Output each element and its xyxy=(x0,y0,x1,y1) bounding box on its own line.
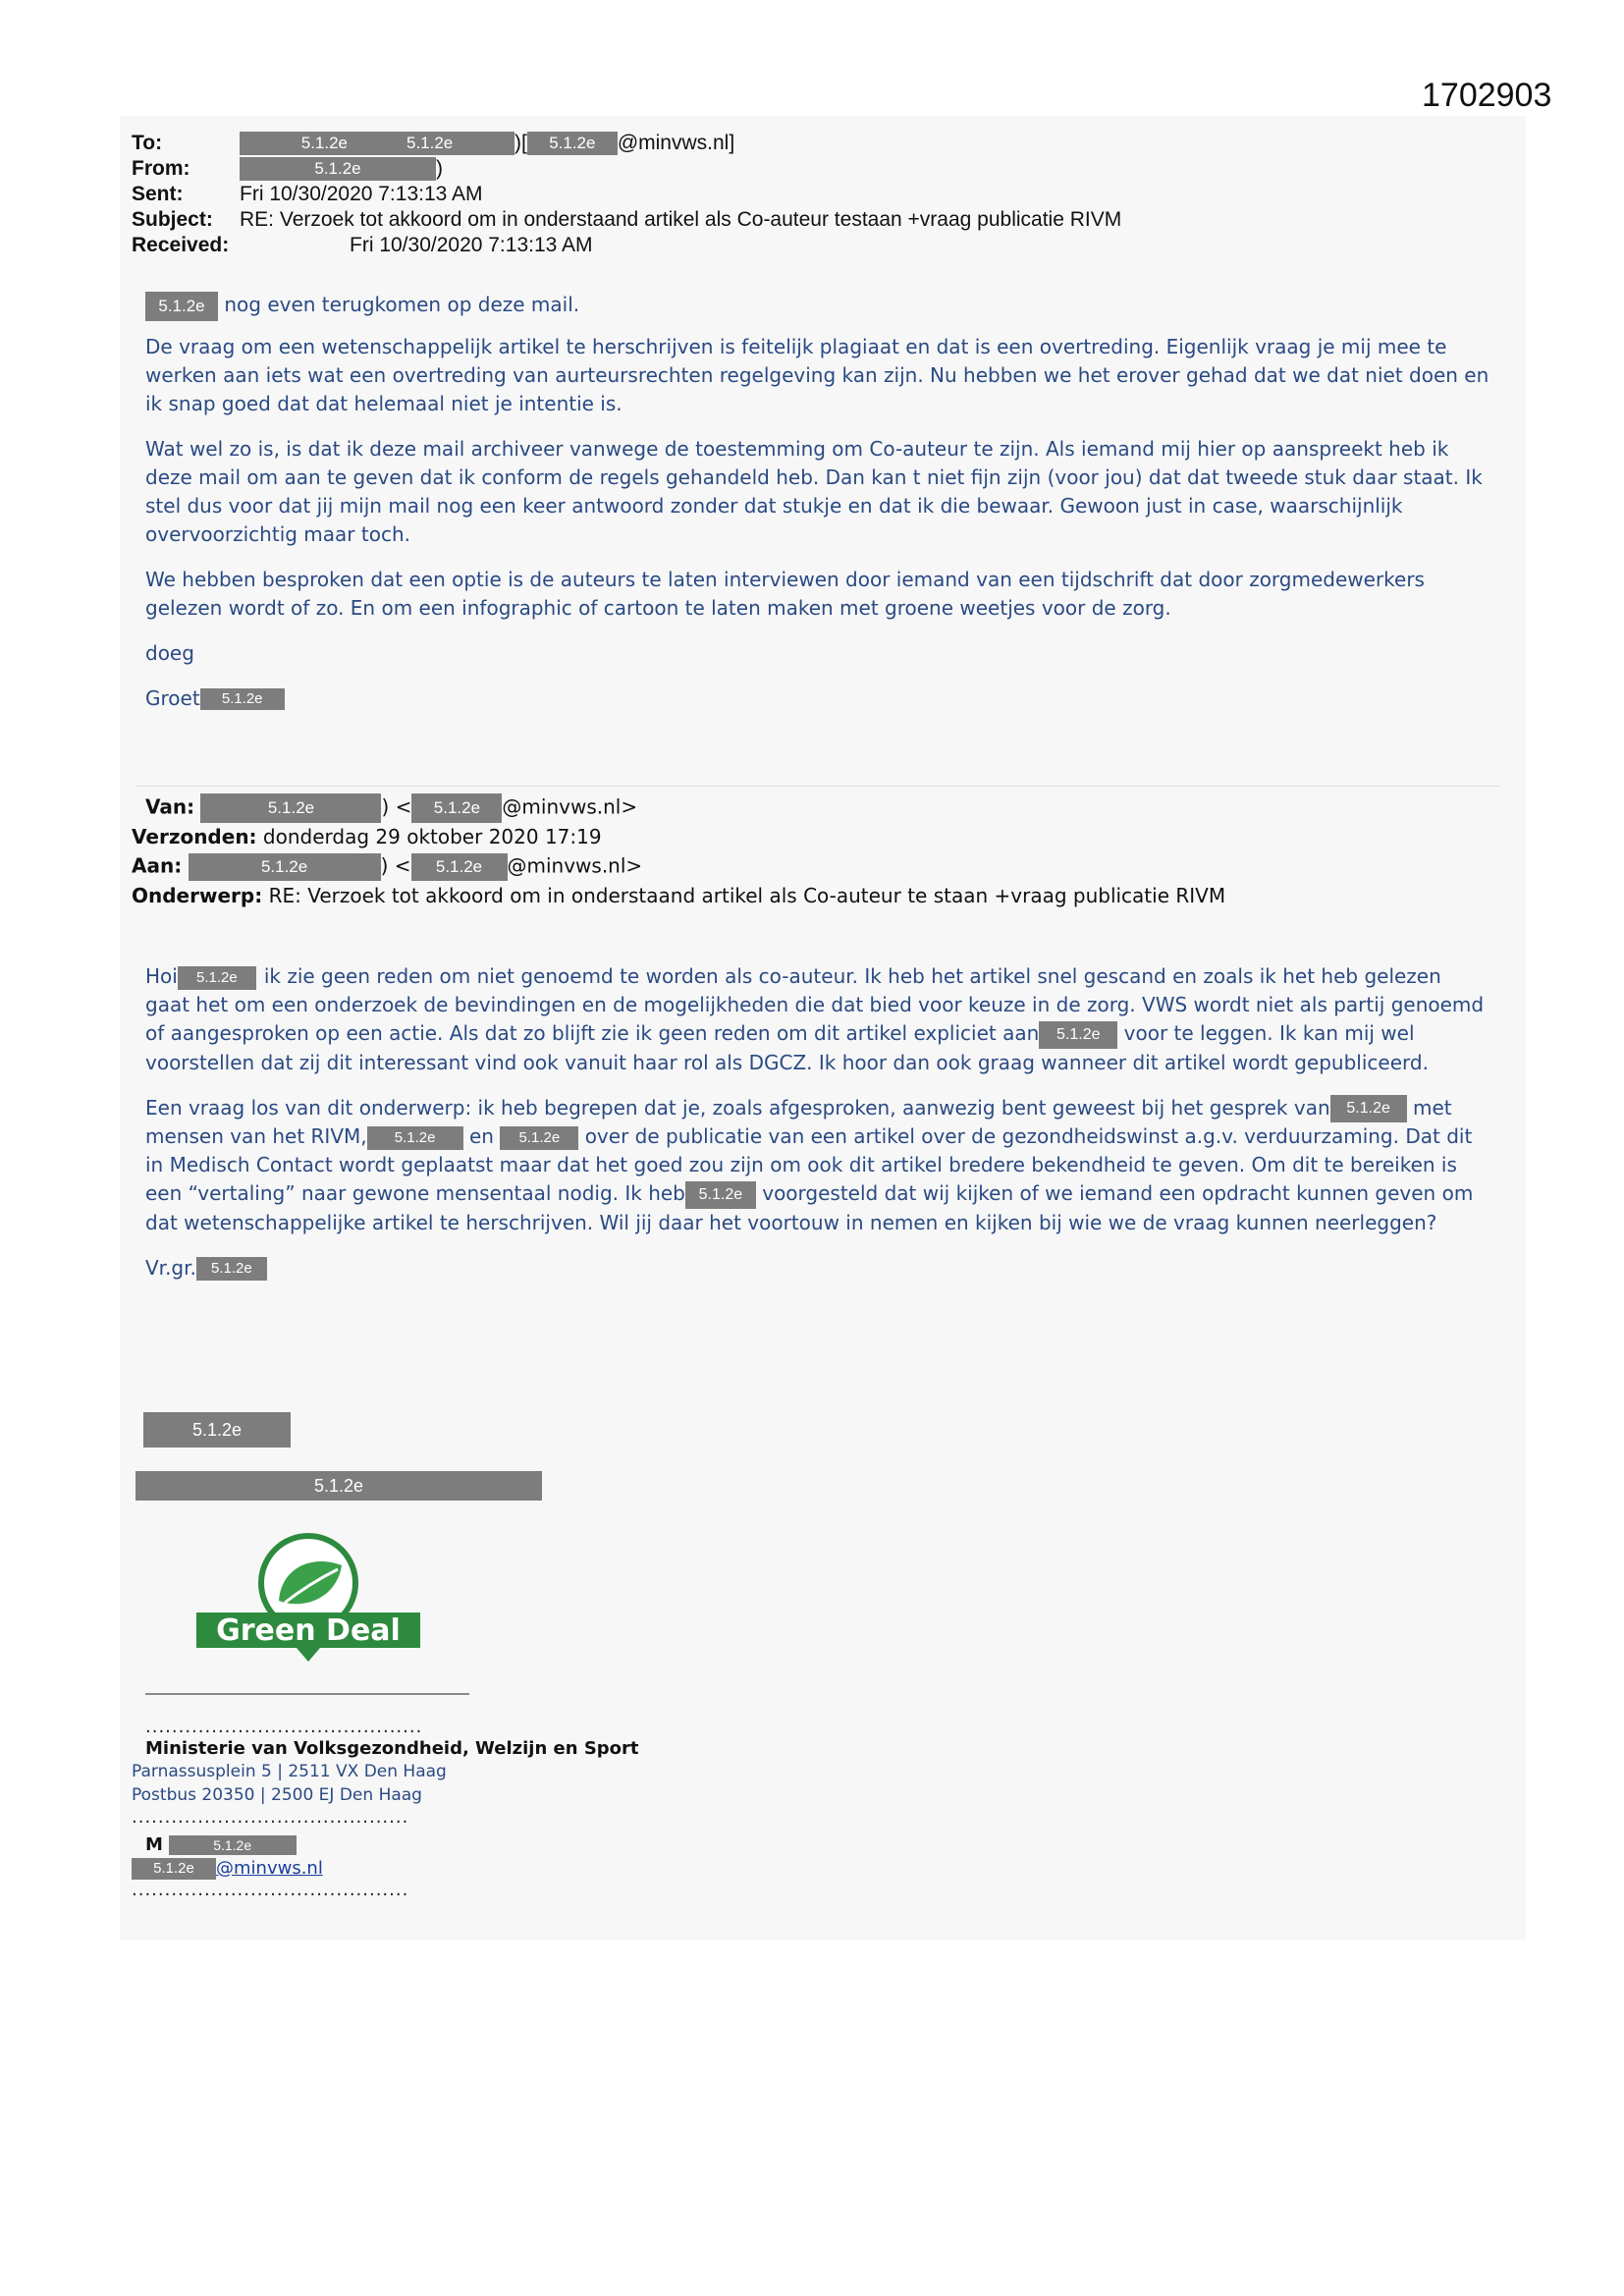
redaction-box: 5.1.2e xyxy=(685,1181,756,1209)
green-deal-logo xyxy=(194,1532,422,1669)
original-text: over de publicatie van een artikel over de gezondheidswinst a.g.v. verduurzaming. Dat dit in Medisch Contact wordt geplaatst maar dat het goed zou zijn om ook dit artikel bredere bekendheid te geven. Om dit te bereiken is een “vertaling” naar gewone mensentaal nodig. Ik heb xyxy=(145,1124,1473,1205)
leaf-icon xyxy=(194,1532,422,1669)
redaction-label: 5.1.2e xyxy=(300,134,348,153)
original-text: en xyxy=(468,1124,494,1148)
redaction-box: 5.1.2e xyxy=(196,1257,267,1281)
received-label: Received: xyxy=(132,234,230,256)
header-to xyxy=(132,132,734,155)
received-value: Fri 10/30/2020 7:13:13 AM xyxy=(350,234,593,256)
address-line: Parnassusplein 5 | 2511 VX Den Haag xyxy=(132,1762,447,1781)
reply-closing: doeg xyxy=(145,640,194,665)
reply-paragraph: Wat wel zo is, is dat ik deze mail archiveer vanwege de toestemming om Co-auteur te zijn. Als iemand mij hier op aanspreekt heb ik deze mail om aan te geven dat ik conform de regels gehandeld heb. Dan kan t niet fijn zijn (voor jou) dat dat tweede stuk daar staat. Ik stel dus voor dat jij mijn mail nog een keer antwoord zonder dat stukje en dat ik die bewaar. Gewoon just in case, waarschijnlijk overvoorzichtig maar toch. xyxy=(145,436,1483,546)
redaction-box xyxy=(240,132,514,155)
footer-dots: .......................................... xyxy=(132,1880,409,1900)
section-divider xyxy=(135,786,1500,787)
header-sent xyxy=(132,183,483,206)
redaction-box: 5.1.2e xyxy=(367,1126,463,1150)
reply-paragraph: De vraag om een wetenschappelijk artikel te herschrijven is feitelijk plagiaat en dat is een overtreding. Eigenlijk vraag je mij mee te werken aan iets wat een overtreding van aurteursrechten regelgeving kan zijn. Nu hebben we het erover gehad dat we dat niet doen en ik snap goed dat dat helemaal niet je intentie is. xyxy=(145,334,1489,415)
sent-label: Sent: xyxy=(132,183,184,205)
from-label: From: xyxy=(132,157,190,180)
verzonden-value: donderdag 29 oktober 2020 17:19 xyxy=(262,825,602,848)
redaction-box: 5.1.2e xyxy=(135,1471,542,1501)
redaction-box: 5.1.2e xyxy=(200,688,285,710)
reply-body xyxy=(145,291,1490,713)
redaction-box: 5.1.2e xyxy=(189,853,381,881)
ministry-name: Ministerie van Volksgezondheid, Welzijn en Sport xyxy=(145,1738,639,1759)
original-text: met mensen van het RIVM, xyxy=(145,1095,1452,1148)
reply-line1: nog even terugkomen op deze mail. xyxy=(224,293,580,316)
header-onderwerp xyxy=(132,884,1225,907)
reply-paragraph: We hebben besproken dat een optie is de auteurs te laten interviewen door iemand van een tijdschrift dat door zorgmedewerkers gelezen wordt of zo. En om een infographic of cartoon te laten maken met groene weetjes voor de zorg. xyxy=(145,567,1425,620)
signoff: Vr.gr. xyxy=(145,1255,196,1280)
van-suffix: @minvws.nl> xyxy=(502,794,638,819)
header-from xyxy=(132,157,443,181)
address-line: Postbus 20350 | 2500 EJ Den Haag xyxy=(132,1785,422,1805)
sent-value: Fri 10/30/2020 7:13:13 AM xyxy=(240,183,483,205)
subject-value: RE: Verzoek tot akkoord om in onderstaand artikel als Co-auteur testaan +vraag publicatie RIVM xyxy=(240,208,1122,231)
redaction-box: 5.1.2e xyxy=(411,793,502,823)
reply-greeting: Groet xyxy=(145,685,200,710)
van-label: Van: xyxy=(145,794,195,819)
aan-label: Aan: xyxy=(132,853,183,878)
aan-mid: ) < xyxy=(380,853,411,878)
redaction-box: 5.1.2e xyxy=(411,853,508,881)
header-subject xyxy=(132,208,1121,232)
signature-divider xyxy=(145,1693,469,1695)
greeting: Hoi xyxy=(145,964,178,988)
aan-suffix: @minvws.nl> xyxy=(507,853,643,878)
redaction-box: 5.1.2e xyxy=(200,793,381,823)
redaction-box: 5.1.2e xyxy=(240,157,436,181)
redaction-label: 5.1.2e xyxy=(406,134,454,153)
verzonden-label: Verzonden: xyxy=(132,825,257,848)
header-van xyxy=(145,793,637,823)
mobile-label: M xyxy=(145,1834,163,1855)
footer-email xyxy=(132,1858,323,1880)
redaction-box: 5.1.2e xyxy=(500,1126,578,1150)
header-verzonden xyxy=(132,825,602,848)
redaction-box: 5.1.2e xyxy=(178,966,256,990)
to-close: )[ xyxy=(514,132,527,154)
redaction-box: 5.1.2e xyxy=(1039,1021,1117,1049)
to-label: To: xyxy=(132,132,163,154)
original-text: ik zie geen reden om niet genoemd te worden als co-auteur. Ik heb het artikel snel gescand en zoals ik het heb gelezen gaat het om een onderzoek de bevindingen en de mogelijkheden die dat bied voor keuze in de zorg. VWS wordt niet als partij genoemd of aangesproken op een actie. Als dat zo blijft zie ik geen reden om dit artikel expliciet aan xyxy=(145,964,1485,1045)
onderwerp-value: RE: Verzoek tot akkoord om in onderstaand artikel als Co-auteur te staan +vraag publicatie RIVM xyxy=(268,884,1226,907)
document-number: 1702903 xyxy=(1422,77,1552,114)
van-mid: ) < xyxy=(381,794,412,819)
redaction-box: 5.1.2e xyxy=(132,1858,216,1880)
redaction-box: 5.1.2e xyxy=(527,132,618,155)
subject-label: Subject: xyxy=(132,208,213,231)
footer-dots: .......................................... xyxy=(132,1807,409,1828)
from-close: ) xyxy=(436,157,443,180)
logo-text: Green Deal xyxy=(216,1613,401,1648)
footer-dots: .......................................... xyxy=(145,1717,423,1737)
email-link[interactable]: @minvws.nl xyxy=(216,1858,323,1879)
original-text: voor te leggen. Ik kan mij wel voorstellen dat zij dit interessant vind ook vanuit haar rol als DGCZ. Ik hoor dan ook graag wanneer dit artikel wordt gepubliceerd. xyxy=(145,1021,1429,1074)
footer-mobile xyxy=(145,1834,297,1855)
header-aan xyxy=(132,853,642,881)
redaction-box: 5.1.2e xyxy=(145,292,218,321)
original-body xyxy=(145,962,1490,1283)
to-email: @minvws.nl] xyxy=(617,132,735,154)
original-text: voorgesteld dat wij kijken of we iemand een opdracht kunnen geven om dat wetenschappelijke artikel te herschrijven. Wil jij daar het voortouw in nemen en kijken bij wie we de vraag kunnen neerleggen? xyxy=(145,1181,1474,1234)
redaction-box: 5.1.2e xyxy=(169,1835,297,1855)
header-received xyxy=(132,234,593,257)
redaction-box: 5.1.2e xyxy=(143,1412,291,1448)
redaction-box: 5.1.2e xyxy=(1330,1095,1407,1122)
onderwerp-label: Onderwerp: xyxy=(132,884,263,907)
original-text: Een vraag los van dit onderwerp: ik heb begrepen dat je, zoals afgesproken, aanwezig bent geweest bij het gesprek van xyxy=(145,1095,1330,1120)
